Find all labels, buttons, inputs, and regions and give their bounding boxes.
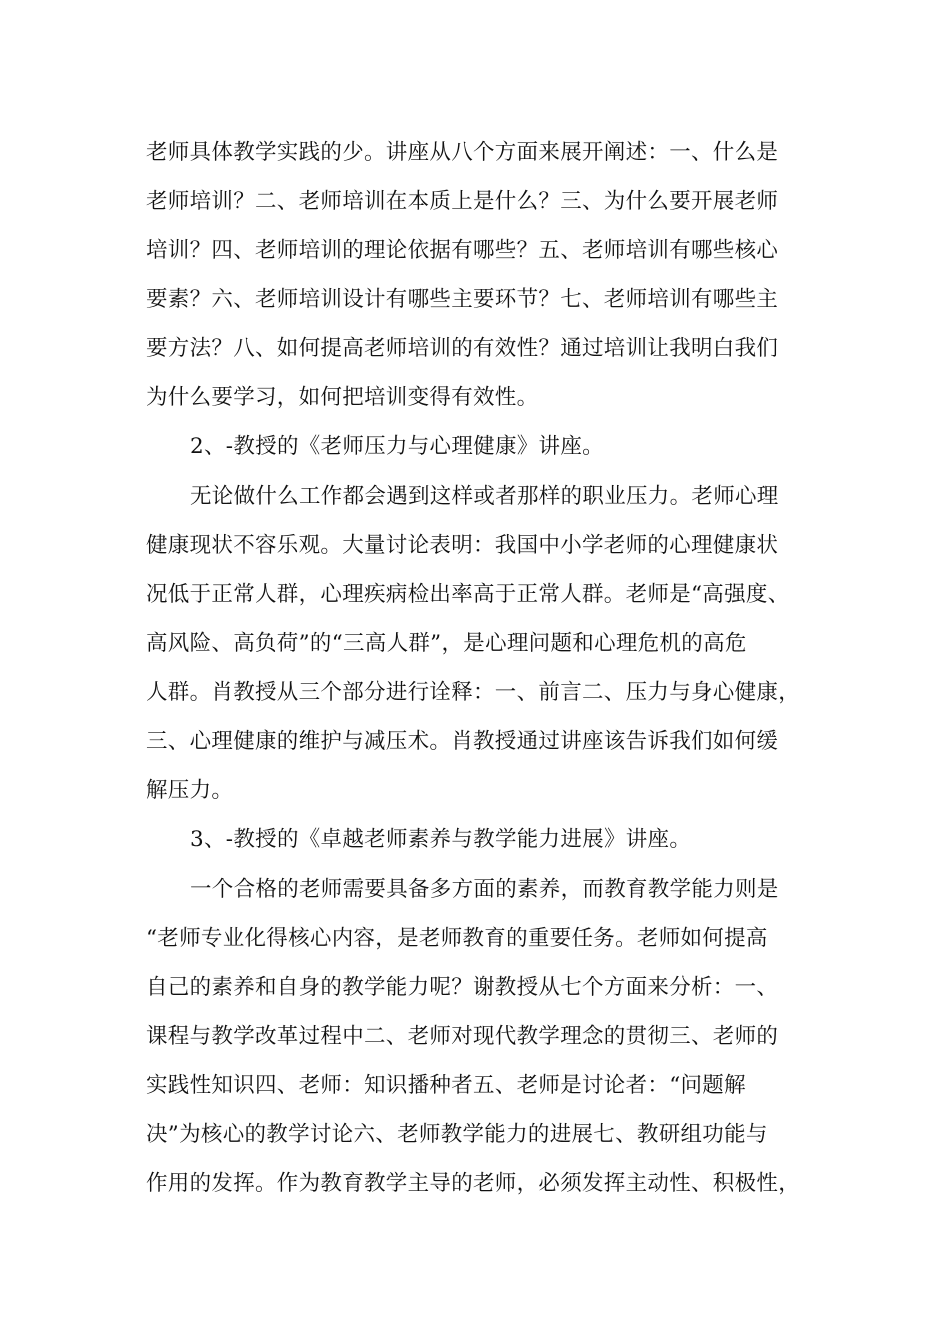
section-heading: 3、-教授的《卓越老师素养与教学能力进展》讲座。 xyxy=(190,827,692,852)
text-line: “老师专业化得核心内容，是老师教育的重要任务。老师如何提高 xyxy=(146,926,768,951)
text-line: 三、心理健康的维护与减压术。肖教授通过讲座该告诉我们如何缓 xyxy=(146,729,779,754)
text-line: 决”为核心的教学讨论六、老师教学能力的进展七、教研组功能与 xyxy=(146,1122,768,1147)
text-line: 人群。肖教授从三个部分进行诠释：一、前言二、压力与身心健康， xyxy=(146,680,801,705)
text-line: 为什么要学习，如何把培训变得有效性。 xyxy=(146,385,539,410)
text-line: 课程与教学改革过程中二、老师对现代教学理念的贯彻三、老师的 xyxy=(146,1024,779,1049)
text-line: 培训？四、老师培训的理论依据有哪些？五、老师培训有哪些核心 xyxy=(146,238,779,263)
text-line: 实践性知识四、老师：知识播种者五、老师是讨论者：“问题解 xyxy=(146,1073,746,1098)
text-line: 要素？六、老师培训设计有哪些主要环节？七、老师培训有哪些主 xyxy=(146,287,779,312)
text-line: 自己的素养和自身的教学能力呢？谢教授从七个方面来分析：一、 xyxy=(146,975,779,1000)
text-line: 老师培训？二、老师培训在本质上是什么？三、为什么要开展老师 xyxy=(146,189,779,214)
text-line: 要方法？八、如何提高老师培训的有效性？通过培训让我明白我们 xyxy=(146,336,779,361)
section-heading: 2、-教授的《老师压力与心理健康》讲座。 xyxy=(190,434,604,459)
text-line: 解压力。 xyxy=(146,778,234,803)
text-line: 老师具体教学实践的少。讲座从八个方面来展开阐述：一、什么是 xyxy=(146,140,779,165)
text-line: 一个合格的老师需要具备多方面的素养，而教育教学能力则是 xyxy=(190,877,779,902)
text-line: 高风险、高负荷”的“三高人群”，是心理问题和心理危机的高危 xyxy=(146,631,747,656)
text-line: 况低于正常人群，心理疾病检出率高于正常人群。老师是“高强度、 xyxy=(146,582,790,607)
text-line: 健康现状不容乐观。大量讨论表明：我国中小学老师的心理健康状 xyxy=(146,533,779,558)
text-line: 作用的发挥。作为教育教学主导的老师，必须发挥主动性、积极性， xyxy=(146,1171,801,1196)
text-line: 无论做什么工作都会遇到这样或者那样的职业压力。老师心理 xyxy=(190,484,779,509)
